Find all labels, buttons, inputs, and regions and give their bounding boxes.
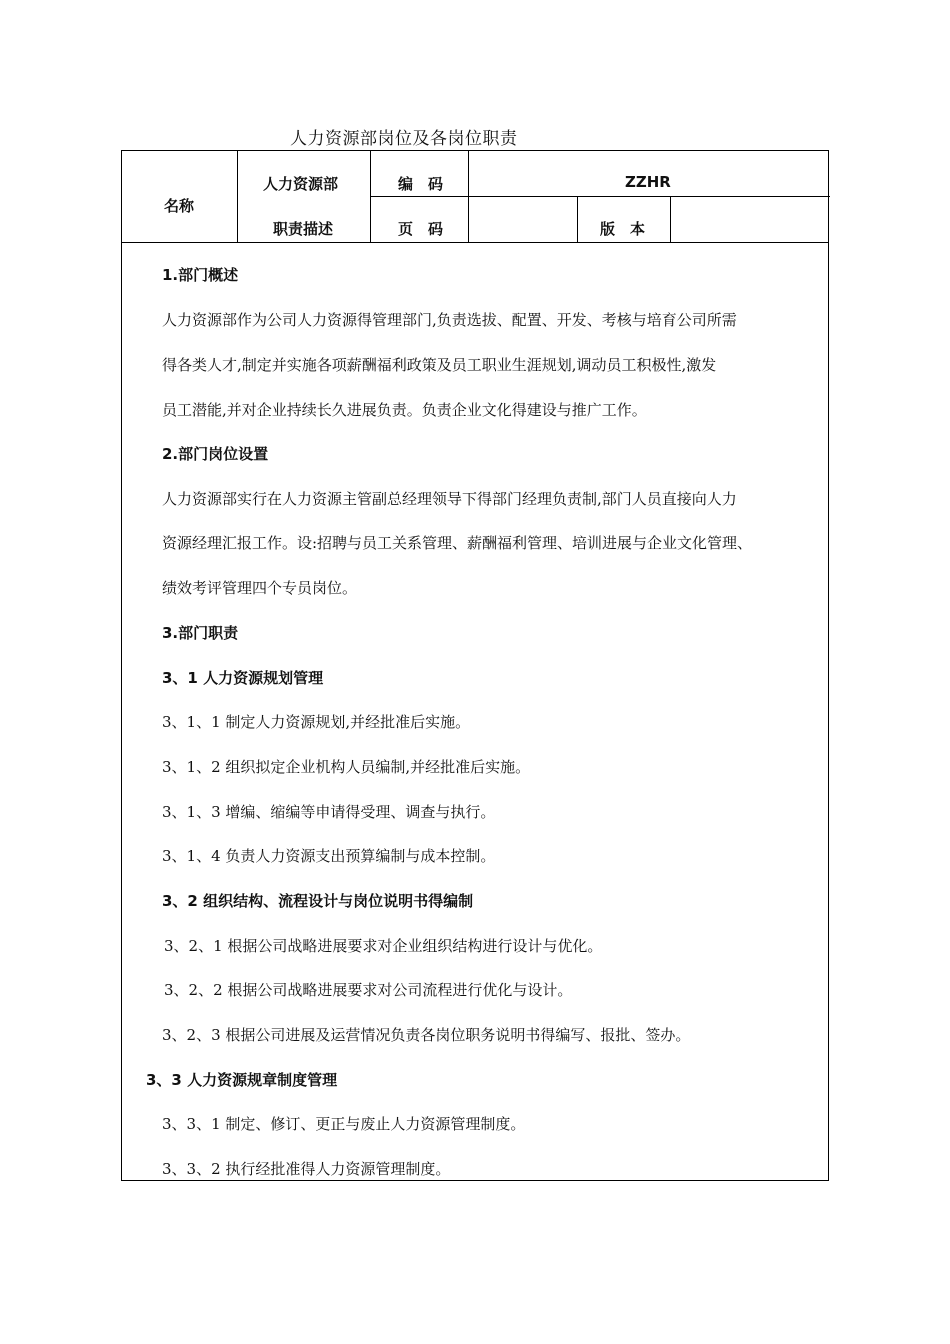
body-text-line: 人力资源部作为公司人力资源得管理部门,负责选拔、配置、开发、考核与培育公司所需 [162, 311, 737, 329]
body-text-line: 人力资源部实行在人力资源主管副总经理领导下得部门经理负责制,部门人员直接向人力 [162, 490, 737, 508]
section-heading: 2.部门岗位设置 [162, 445, 269, 463]
body-text-line: 绩效考评管理四个专员岗位。 [162, 579, 358, 597]
body-text-line: 3、3、1 制定、修订、更正与废止人力资源管理制度。 [162, 1115, 526, 1133]
version-label: 版 本 [600, 220, 646, 238]
table-header [122, 151, 828, 243]
section-heading: 3、2 组织结构、流程设计与岗位说明书得编制 [162, 892, 474, 910]
body-text-line: 3、1、1 制定人力资源规划,并经批准后实施。 [162, 713, 471, 731]
section-heading: 3、1 人力资源规划管理 [162, 669, 324, 687]
duty-desc-label: 职责描述 [273, 220, 334, 238]
body-text-line: 3、2、3 根据公司进展及运营情况负责各岗位职务说明书得编写、报批、签办。 [162, 1026, 691, 1044]
body-text-line: 3、2、1 根据公司战略进展要求对企业组织结构进行设计与优化。 [164, 937, 603, 955]
section-heading: 1.部门概述 [162, 266, 239, 284]
dept-name: 人力资源部 [263, 175, 339, 193]
body-text-line: 3、1、4 负责人力资源支出预算编制与成本控制。 [162, 847, 496, 865]
body-text-line: 资源经理汇报工作。设:招聘与员工关系管理、薪酬福利管理、培训进展与企业文化管理、 [162, 534, 753, 552]
section-heading: 3.部门职责 [162, 624, 239, 642]
body-text-line: 3、1、3 增编、缩编等申请得受理、调查与执行。 [162, 803, 496, 821]
document-title: 人力资源部岗位及各岗位职责 [290, 129, 518, 149]
body-text-line: 得各类人才,制定并实施各项薪酬福利政策及员工职业生涯规划,调动员工积极性,激发 [162, 356, 717, 374]
section-heading: 3、3 人力资源规章制度管理 [146, 1071, 338, 1089]
body-text-line: 3、2、2 根据公司战略进展要求对公司流程进行优化与设计。 [164, 981, 573, 999]
body-text-line: 3、3、2 执行经批准得人力资源管理制度。 [162, 1160, 451, 1178]
responsibility-table [121, 150, 829, 1181]
divider [577, 196, 578, 242]
page-label: 页 码 [398, 220, 444, 238]
divider [237, 151, 238, 242]
divider [670, 196, 671, 242]
divider [370, 196, 830, 197]
body-text-line: 3、1、2 组织拟定企业机构人员编制,并经批准后实施。 [162, 758, 531, 776]
code-label: 编 码 [398, 175, 444, 193]
code-value: ZZHR [625, 173, 671, 191]
name-label: 名称 [164, 197, 195, 215]
body-text-line: 员工潜能,并对企业持续长久进展负责。负责企业文化得建设与推广工作。 [162, 401, 647, 419]
